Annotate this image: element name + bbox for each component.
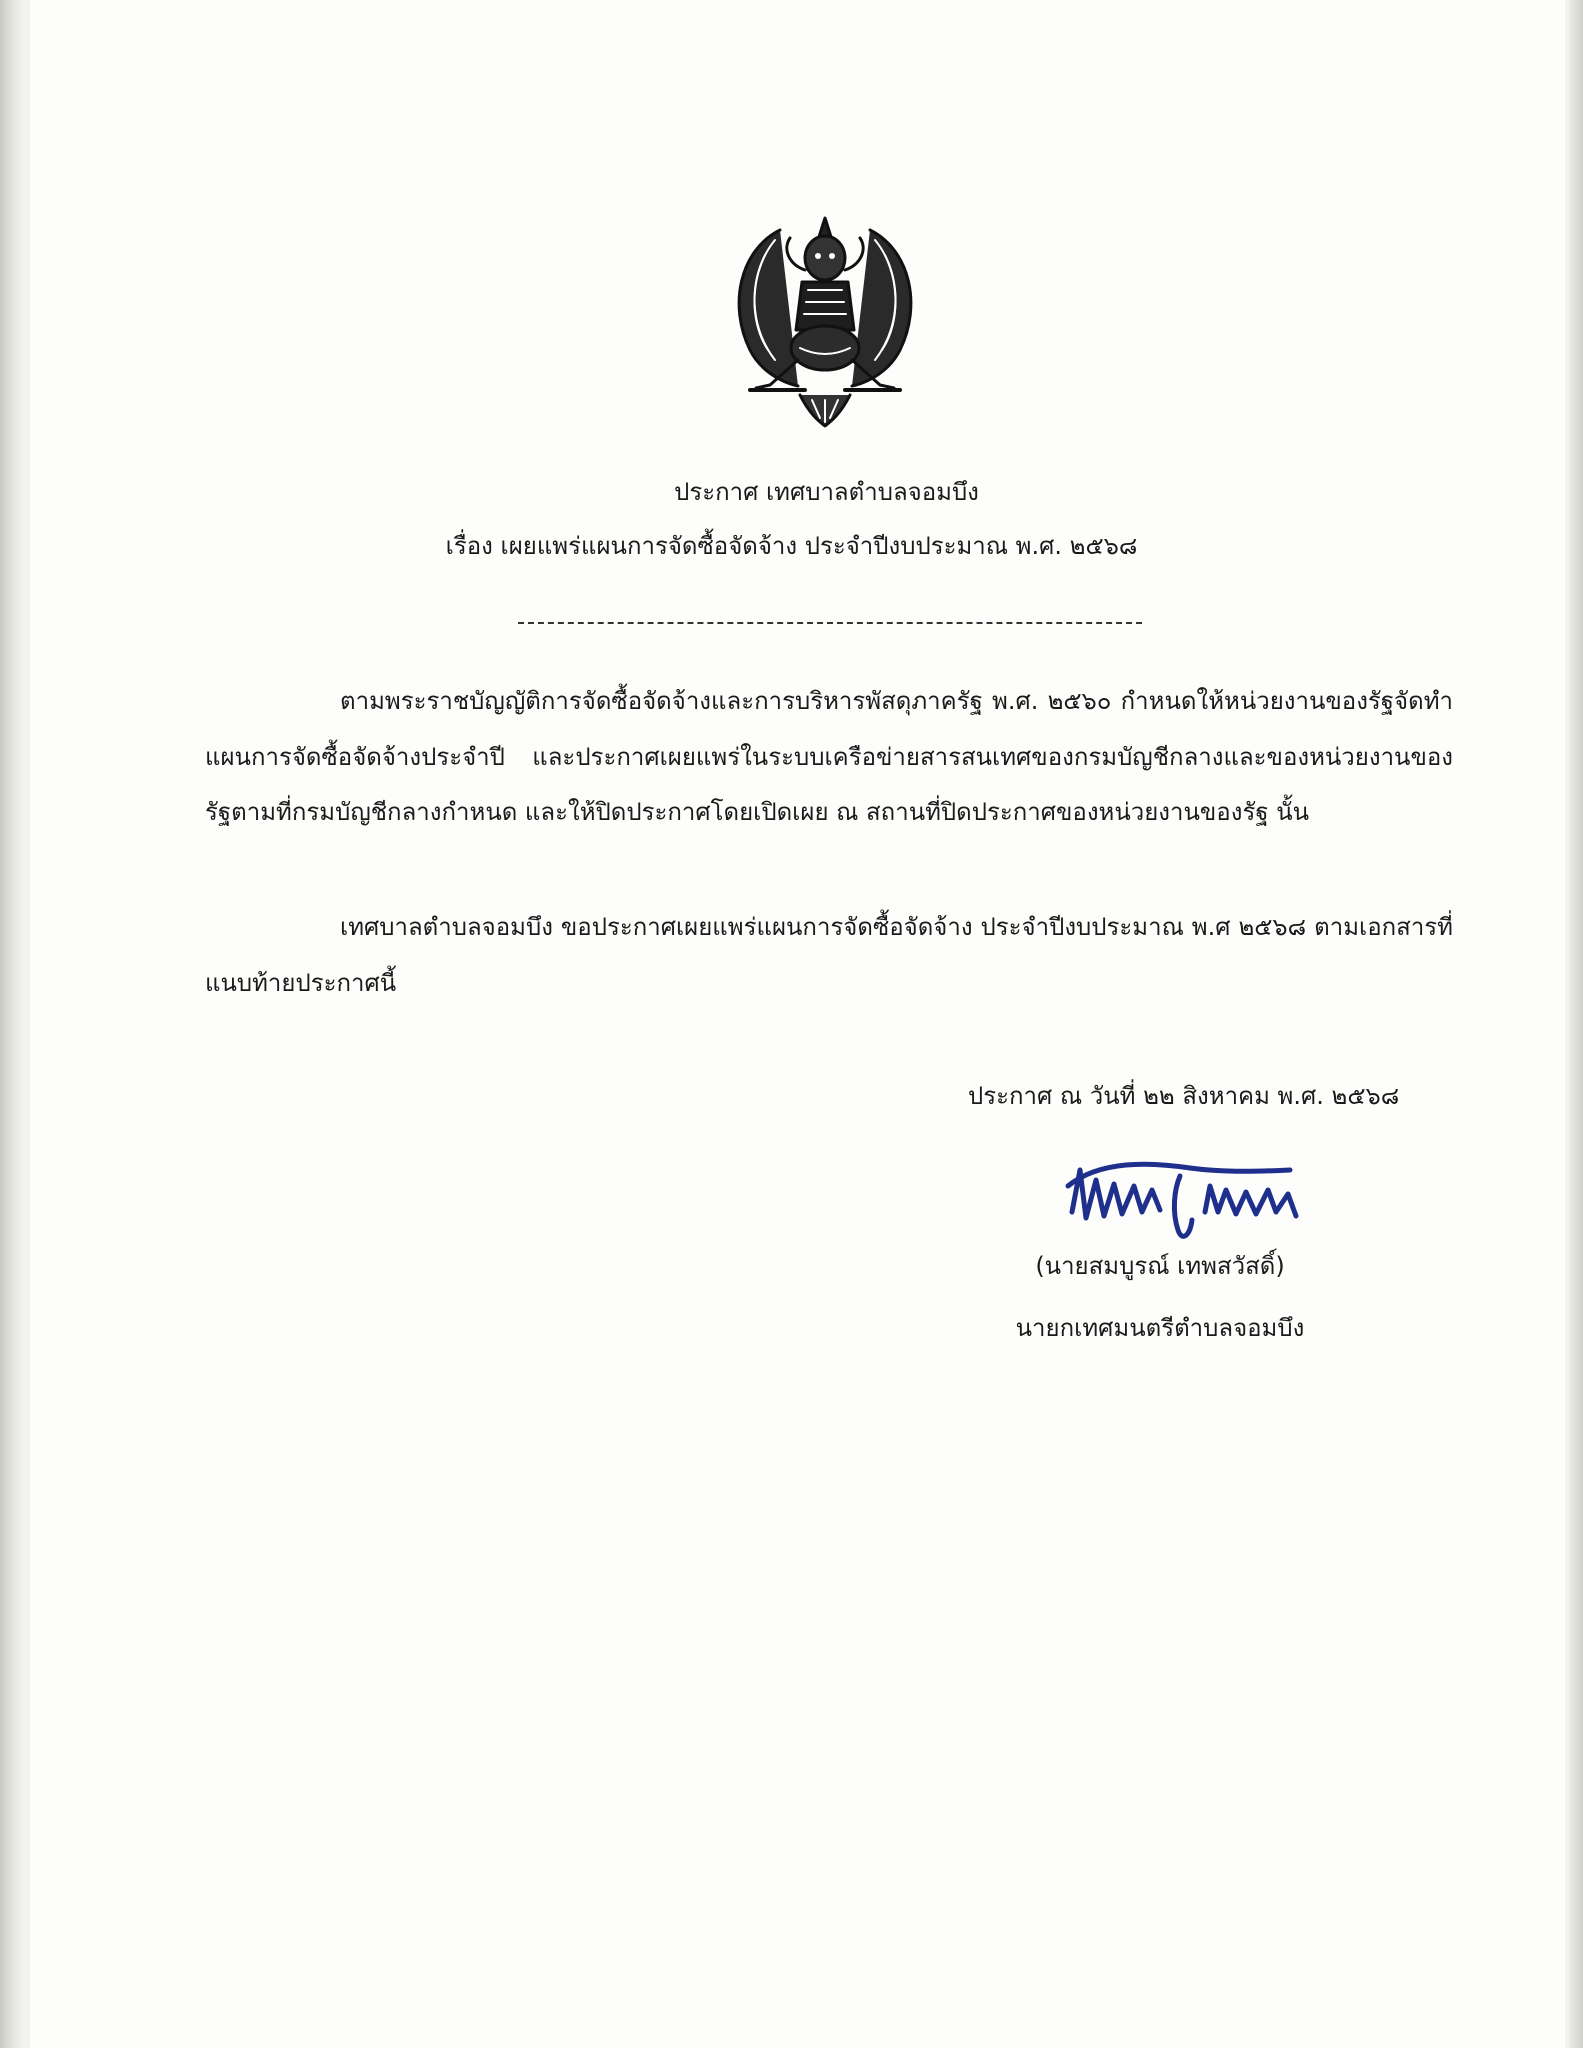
signer-name: (นายสมบูรณ์ เทพสวัสดิ์) bbox=[1035, 1252, 1285, 1280]
body-paragraph-1: ตามพระราชบัญญัติการจัดซื้อจัดจ้างและการบริหารพัสดุภาครัฐ พ.ศ. ๒๕๖๐ กำหนดให้หน่วยงานของรัฐจัดทำแผนการจัดซื้อจัดจ้างประจำปี และประกาศเผยแพร่ในระบบเครือข่ายสารสนเทศของกรมบัญชีกลางและของหน่วยงานของรัฐตามที่กรมบัญชีกลางกำหนด และให้ปิดประกาศโดยเปิดเผย ณ สถานที่ปิดประกาศของหน่วยงานของรัฐ นั้น bbox=[205, 687, 1453, 826]
scan-edge-right bbox=[1569, 0, 1583, 2048]
announcement-subject-heading: เรื่อง เผยแพร่แผนการจัดซื้อจัดจ้าง ประจำปีงบประมาณ พ.ศ. ๒๕๖๘ bbox=[445, 532, 1138, 560]
garuda-emblem-icon bbox=[720, 210, 930, 435]
scan-edge-left bbox=[0, 0, 22, 2048]
handwritten-signature bbox=[1060, 1150, 1310, 1250]
announcement-date: ประกาศ ณ วันที่ ๒๒ สิงหาคม พ.ศ. ๒๕๖๘ bbox=[968, 1082, 1400, 1110]
signer-title: นายกเทศมนตรีตำบลจอมบึง bbox=[1015, 1314, 1305, 1342]
body-paragraph-2: เทศบาลตำบลจอมบึง ขอประกาศเผยแพร่แผนการจัดซื้อจัดจ้าง ประจำปีงบประมาณ พ.ศ ๒๕๖๘ ตามเอกสารที่แนบท้ายประกาศนี้ bbox=[205, 913, 1453, 997]
dashed-divider bbox=[518, 622, 1142, 624]
announcement-org-heading: ประกาศ เทศบาลตำบลจอมบึง bbox=[674, 478, 979, 506]
